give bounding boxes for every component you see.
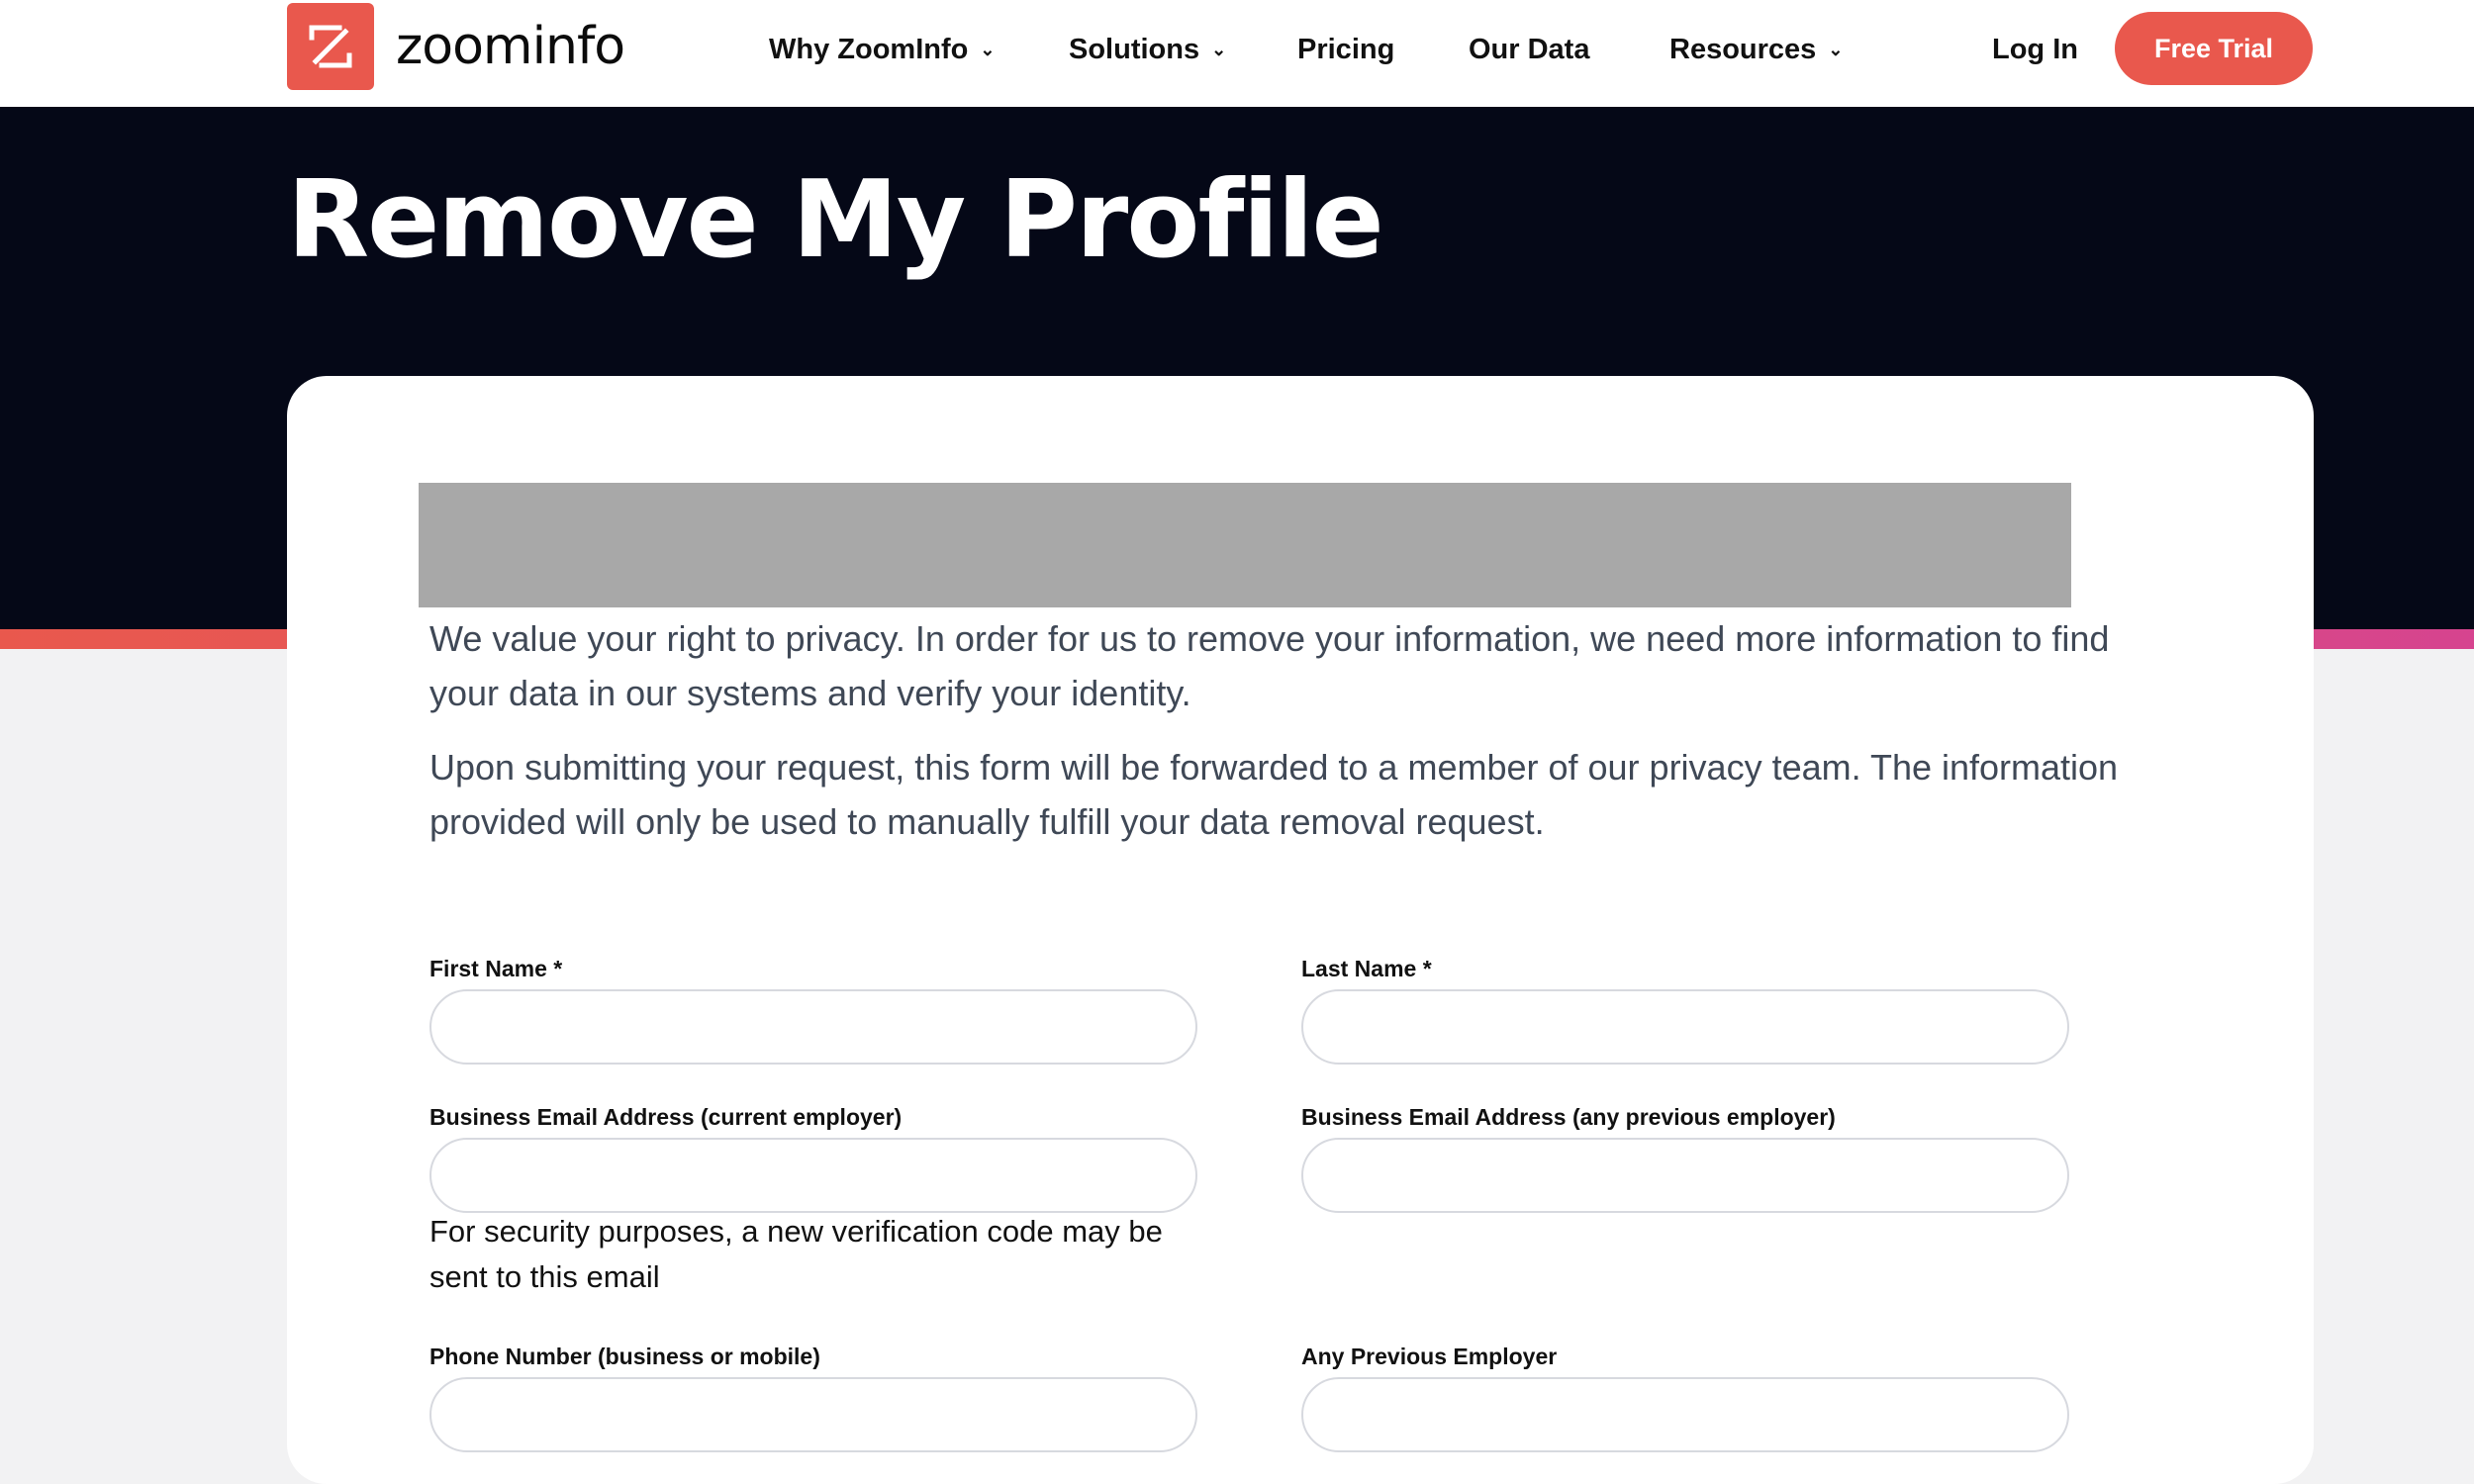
- nav-item-label: Pricing: [1297, 33, 1395, 65]
- nav-item-label: Why ZoomInfo: [769, 33, 969, 65]
- privacy-intro-text: We value your right to privacy. In order for us to remove your information, we need more information to find your data in our systems and verify your identity.: [429, 618, 2110, 713]
- nav-item-resources[interactable]: [1669, 28, 1843, 71]
- nav-item-pricing[interactable]: [1297, 28, 1394, 71]
- nav-item-label: Resources: [1669, 33, 1817, 65]
- nav-item-label: Solutions: [1069, 33, 1200, 65]
- current-email-field[interactable]: [429, 1138, 1197, 1213]
- chevron-down-icon: ⌄: [980, 39, 996, 59]
- login-link[interactable]: Log In: [1992, 33, 2078, 65]
- previous-employer-label: Any Previous Employer: [1301, 1344, 1558, 1369]
- last-name-field[interactable]: [1301, 989, 2069, 1065]
- previous-employer-field[interactable]: [1301, 1377, 2069, 1452]
- previous-email-label: Business Email Address (any previous employer): [1301, 1104, 1836, 1130]
- first-name-field[interactable]: [429, 989, 1197, 1065]
- chevron-down-icon: ⌄: [1828, 39, 1844, 59]
- last-name-label: Last Name *: [1301, 956, 1432, 981]
- first-name-label: First Name *: [429, 956, 563, 981]
- zoominfo-z-logo-icon: [287, 3, 374, 90]
- nav-item-solutions[interactable]: [1069, 28, 1226, 71]
- previous-email-field[interactable]: [1301, 1138, 2069, 1213]
- nav-item-why-zoominfo[interactable]: [769, 28, 995, 71]
- logo-z-glyph: [306, 22, 355, 71]
- nav-item-label: Our Data: [1469, 33, 1590, 65]
- page-title: Remove My Profile: [287, 158, 1382, 282]
- nav-item-our-data[interactable]: [1469, 28, 1589, 71]
- current-email-label: Business Email Address (current employer): [429, 1104, 903, 1130]
- free-trial-button[interactable]: Free Trial: [2115, 12, 2313, 85]
- brand-wordmark: zoominfo: [396, 17, 625, 76]
- email-verification-help-text: For security purposes, a new verification code may be sent to this email: [429, 1214, 1163, 1294]
- redacted-block: [419, 483, 2071, 607]
- phone-field[interactable]: [429, 1377, 1197, 1452]
- brand-logo-link[interactable]: [287, 3, 624, 90]
- request-forward-text: Upon submitting your request, this form will be forwarded to a member of our privacy team. The information provided will only be used to manually fulfill your data removal request.: [429, 747, 2119, 842]
- top-navigation-bar: [0, 0, 2474, 107]
- phone-label: Phone Number (business or mobile): [429, 1344, 820, 1369]
- chevron-down-icon: ⌄: [1211, 39, 1227, 59]
